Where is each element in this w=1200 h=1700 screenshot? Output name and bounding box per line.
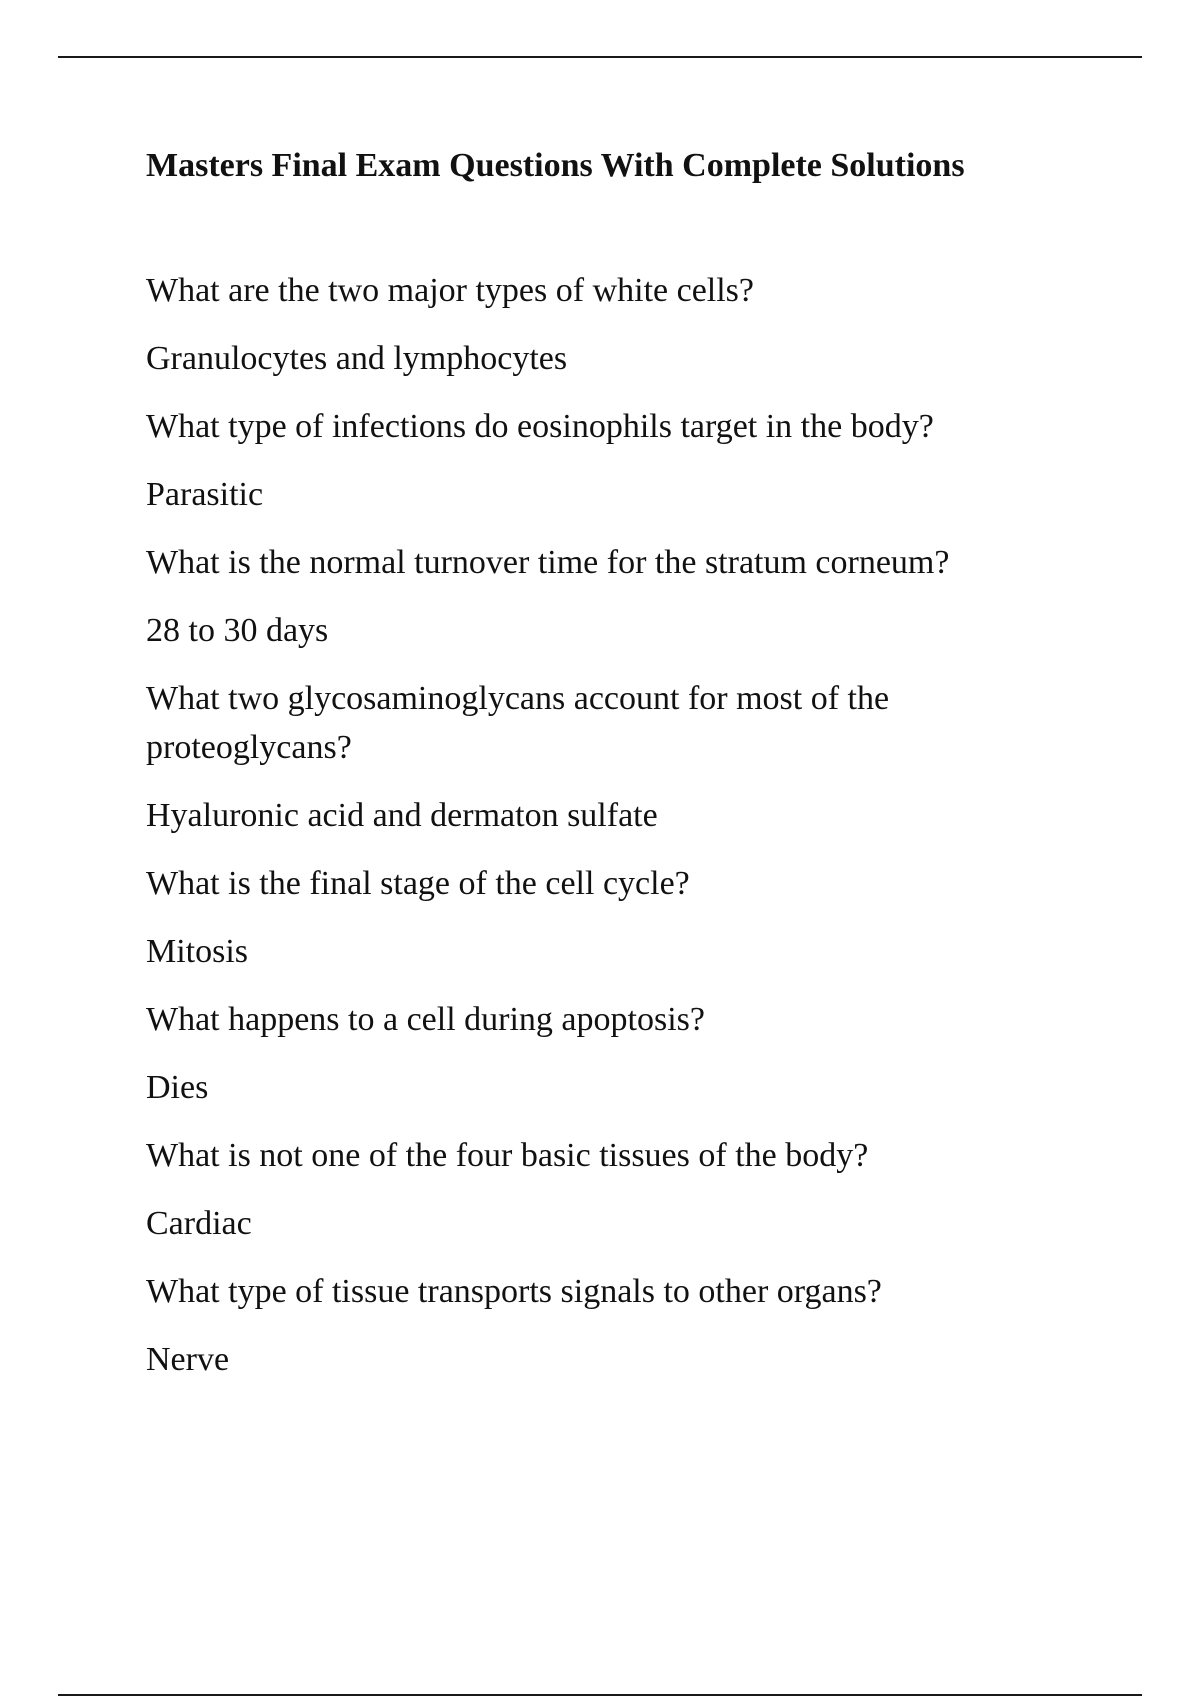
top-divider bbox=[58, 56, 1142, 58]
bottom-divider bbox=[58, 1694, 1142, 1696]
answer-text: 28 to 30 days bbox=[146, 612, 329, 649]
question-text: What type of infections do eosinophils target in the body? bbox=[146, 408, 934, 445]
question-text: What are the two major types of white cells? bbox=[146, 272, 754, 309]
question-text: What type of tissue transports signals to other organs? bbox=[146, 1273, 882, 1310]
question-text: What is not one of the four basic tissues of the body? bbox=[146, 1137, 869, 1174]
answer-text: Granulocytes and lymphocytes bbox=[146, 340, 568, 377]
answer-text: Parasitic bbox=[146, 476, 264, 513]
answer-text: Hyaluronic acid and dermaton sulfate bbox=[146, 797, 658, 834]
answer-text: Mitosis bbox=[146, 933, 249, 970]
qa-list bbox=[146, 266, 1066, 1384]
document-title: Masters Final Exam Questions With Complete Solutions bbox=[146, 147, 965, 184]
question-text: What is the normal turnover time for the stratum corneum? bbox=[146, 544, 950, 581]
question-text: What happens to a cell during apoptosis? bbox=[146, 1001, 705, 1038]
answer-text: Nerve bbox=[146, 1341, 230, 1378]
question-text: What is the final stage of the cell cycle? bbox=[146, 865, 690, 902]
answer-text: Dies bbox=[146, 1069, 209, 1106]
answer-text: Cardiac bbox=[146, 1205, 252, 1242]
document-body bbox=[146, 140, 1066, 1403]
question-text: What two glycosaminoglycans account for most of the proteoglycans? bbox=[146, 680, 890, 766]
